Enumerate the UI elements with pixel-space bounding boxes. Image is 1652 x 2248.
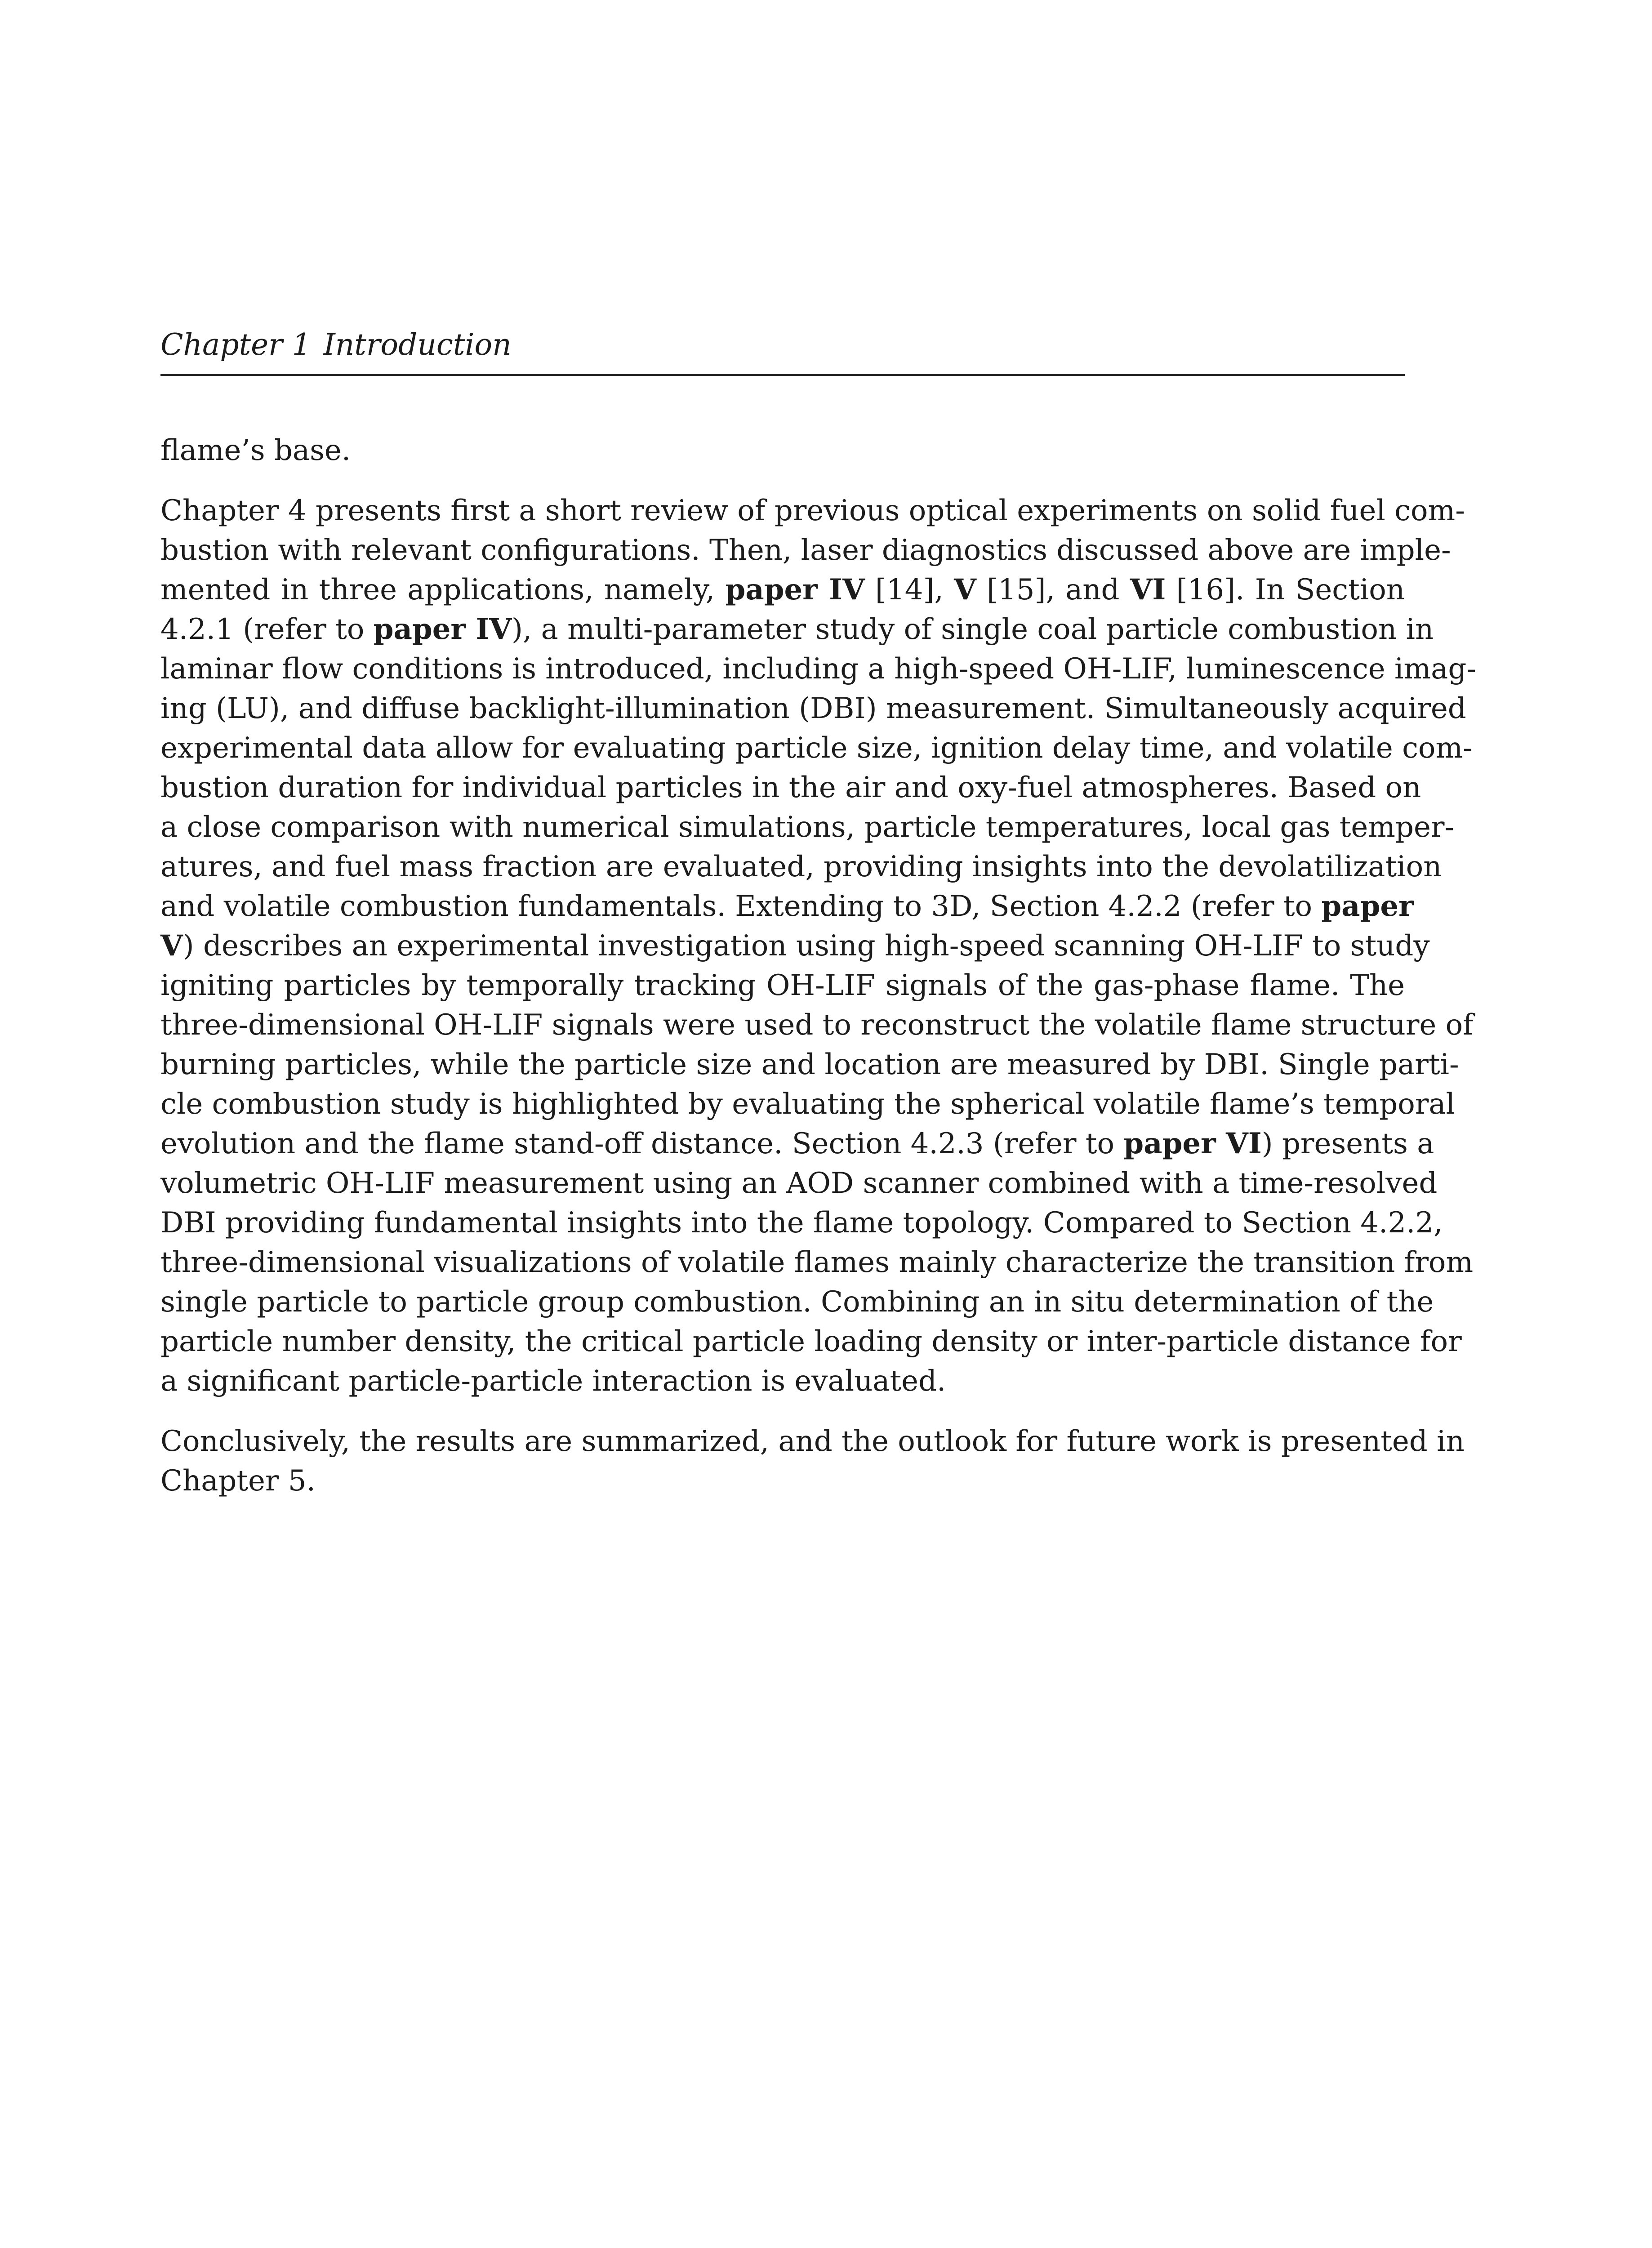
text-line: three-dimensional visualizations of volatile flames mainly characterize the transition from bbox=[160, 1246, 1474, 1279]
text-line: three-dimensional OH-LIF signals were used to reconstruct the volatile flame structure of bbox=[160, 1008, 1474, 1042]
paper-reference: paper IV bbox=[725, 573, 865, 607]
paper-reference: paper VI bbox=[1123, 1127, 1262, 1160]
text-line: a close comparison with numerical simulations, particle temperatures, local gas temper- bbox=[160, 811, 1455, 844]
text-line: laminar flow conditions is introduced, including a high-speed OH-LIF, luminescence imag- bbox=[160, 652, 1476, 686]
text-line: a significant particle-particle interaction is evaluated. bbox=[160, 1365, 946, 1398]
paper-reference: VI bbox=[1130, 573, 1166, 607]
text-line: bustion duration for individual particles in the air and oxy-fuel atmospheres. Based on bbox=[160, 771, 1421, 804]
paper-reference: V bbox=[160, 929, 183, 963]
chapter-label: Chapter 1 bbox=[160, 327, 311, 362]
text-line: bustion with relevant configurations. Then, laser diagnostics discussed above are imple- bbox=[160, 534, 1451, 567]
paper-reference: paper IV bbox=[373, 612, 512, 646]
text-line: particle number density, the critical particle loading density or inter-particle distance for bbox=[160, 1325, 1462, 1358]
text-line: cle combustion study is highlighted by evaluating the spherical volatile flame’s temporal bbox=[160, 1088, 1455, 1121]
text-line: mented in three applications, namely, paper IV [14], V [15], and VI [16]. In Section bbox=[160, 573, 1405, 607]
text-line: experimental data allow for evaluating particle size, ignition delay time, and volatile com- bbox=[160, 731, 1473, 765]
running-header bbox=[160, 320, 1405, 376]
text-line: ing (LU), and diffuse backlight-illumination (DBI) measurement. Simultaneously acquired bbox=[160, 692, 1466, 725]
text-line: volumetric OH-LIF measurement using an AOD scanner combined with a time-resolved bbox=[160, 1167, 1438, 1200]
text-line: and volatile combustion fundamentals. Extending to 3D, Section 4.2.2 (refer to paper bbox=[160, 889, 1414, 923]
text-line: igniting particles by temporally tracking OH-LIF signals of the gas-phase flame. The bbox=[160, 969, 1405, 1002]
text-line: flame’s base. bbox=[160, 434, 351, 467]
text-line: single particle to particle group combustion. Combining an in situ determination of the bbox=[160, 1285, 1434, 1319]
paper-reference: V bbox=[954, 573, 976, 607]
text-line: 4.2.1 (refer to paper IV), a multi-parameter study of single coal particle combustion in bbox=[160, 612, 1434, 646]
text-line: DBI providing fundamental insights into the flame topology. Compared to Section 4.2.2, bbox=[160, 1206, 1443, 1240]
text-line: atures, and fuel mass fraction are evaluated, providing insights into the devolatilization bbox=[160, 850, 1442, 883]
text-line: burning particles, while the particle size and location are measured by DBI. Single parti- bbox=[160, 1048, 1459, 1081]
text-line: Chapter 4 presents first a short review of previous optical experiments on solid fuel com- bbox=[160, 494, 1465, 527]
text-line: V) describes an experimental investigation using high-speed scanning OH-LIF to study bbox=[160, 929, 1430, 963]
paper-reference: paper bbox=[1321, 889, 1414, 923]
text-line: evolution and the flame stand-off distance. Section 4.2.3 (refer to paper VI) presents a bbox=[160, 1127, 1434, 1160]
text-line: Conclusively, the results are summarized, and the outlook for future work is presented in bbox=[160, 1425, 1465, 1458]
chapter-title: Introduction bbox=[323, 327, 512, 362]
text-line: Chapter 5. bbox=[160, 1464, 316, 1498]
